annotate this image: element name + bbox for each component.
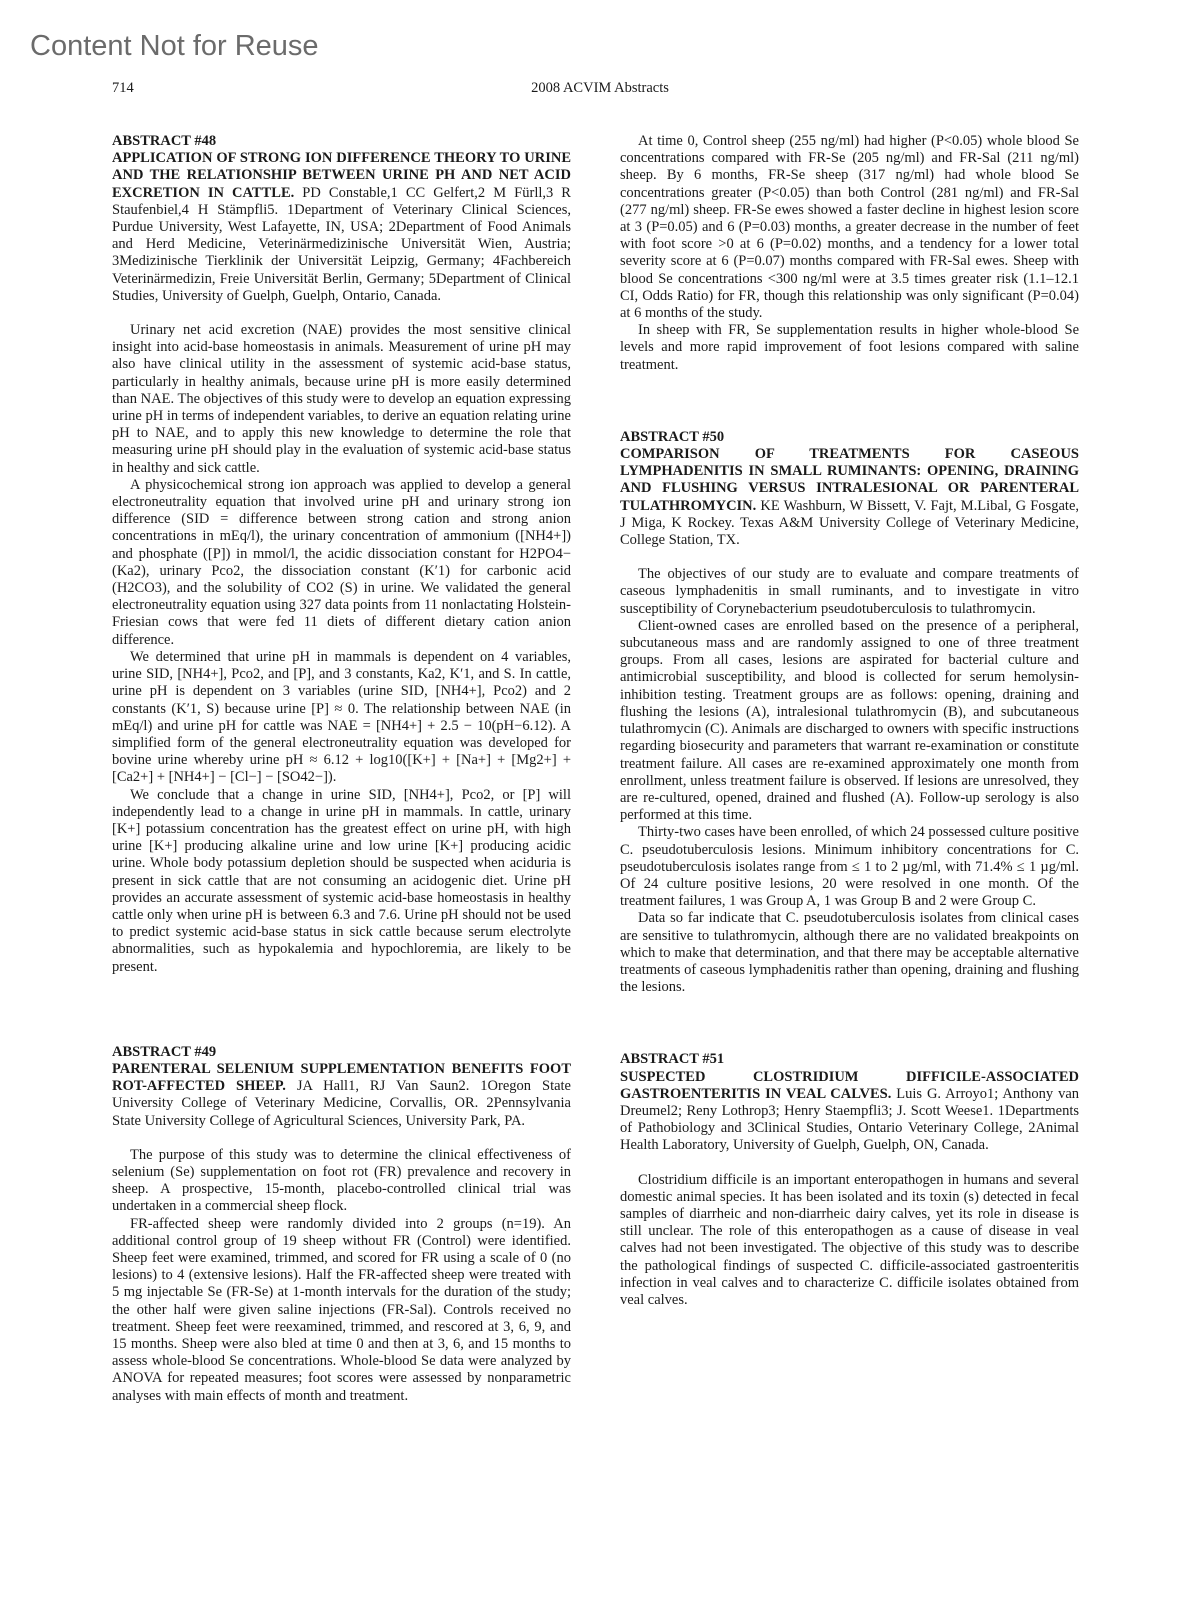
paragraph: FR-affected sheep were randomly divided into 2 groups (n=19). An additional control group of 19 sheep without FR (Control) were identified. Sheep feet were examined, trimmed, and scored for FR using a scale of 0 (no lesions) to 4 (extensive lesions). Half the FR-affected sheep were treated with 5 mg injectable Se (FR-Se) at 1-month intervals for the duration of the study; the other half were given saline injections (FR-Sal). Controls received no treatment. Sheep feet were reexamined, trimmed, and rescored at 3, 6, 9, and 15 months. Sheep were also bled at time 0 and then at 3, 6, and 15 months to assess whole-blood Se concentrations. Whole-blood Se data were analyzed by ANOVA for repeated measures; foot scores were assessed by nonparametric analyses with main effects of month and treatment. xyxy=(112,1215,571,1404)
paragraph: We determined that urine pH in mammals is dependent on 4 variables, urine SID, [NH4+], Pco2, and [P], and 3 constants, Ka2, K′1, and S. In cattle, urine pH is dependent on 3 variables (urine SID, [NH4+], Pco2) and 2 constants (K′1, S) because urine [P] ≈ 0. The relationship between NAE (in mEq/l) and urine pH for cattle was NAE = [NH4+] + 2.5 − 10(pH−6.12). A simplified form of the general electroneutrality equation was developed for bovine urine whereby urine pH ≈ 6.12 + log10([K+] + [Na+] + [Mg2+] + [Ca2+] + [NH4+] − [Cl−] − [SO42−]). xyxy=(112,648,571,786)
abstract-body xyxy=(112,1147,571,1405)
abstract-label: ABSTRACT #48 xyxy=(112,133,217,149)
abstract-label: ABSTRACT #50 xyxy=(620,428,725,445)
abstract-authors: PD Constable,1 CC Gelfert,2 M Fürll,3 R Staufenbiel,4 H Stämpfli5. 1Department of Veterinary Clinical Sciences, Purdue University, West Lafayette, IN, USA; 2Department of Food Animals and Herd Medicine, Veterinärmedizinische Universität Wien, Austria; 3Medizinische Tierklinik der Universität Leipzig, Germany; 4Fachbereich Veterinärmedizin, Freie Universität Berlin, Germany; 5Department of Clinical Studies, University of Guelph, Guelph, Ontario, Canada. xyxy=(112,184,571,304)
running-title: 2008 ACVIM Abstracts xyxy=(531,80,669,96)
paragraph: Clostridium difficile is an important enteropathogen in humans and several domestic animal species. It has been isolated and its toxin (s) detected in fecal samples of diarrheic and non-diarrheic dairy calves, yet its role in disease is still unclear. The role of this enteropathogen as a cause of disease in veal calves had not been investigated. The objective of this study was to describe the pathological findings of suspected C. difficile-associated gastroenteritis infection in veal calves and to characterize C. difficile isolates obtained from veal calves. xyxy=(620,1171,1079,1308)
left-column xyxy=(112,133,571,1405)
abstract-label: ABSTRACT #51 xyxy=(620,1051,725,1068)
paragraph: At time 0, Control sheep (255 ng/ml) had higher (P<0.05) whole blood Se concentrations compared with FR-Se (205 ng/ml) and FR-Sal (211 ng/ml) sheep. By 6 months, FR-Se sheep (317 ng/ml) had whole blood Se concentrations greater (P<0.05) than both Control (281 ng/ml) and FR-Sal (277 ng/ml) sheep. FR-Se ewes showed a faster decline in highest lesion score at 3 (P=0.05) and 6 (P=0.03) months, a greater decrease in the number of feet with foot score >0 at 6 (P=0.02) months, and a tendency for a lower total severity score at 6 (P=0.07) months compared with FR-Sal ewes. Sheep with blood Se concentrations <300 ng/ml were at 3.5 times greater risk (1.1–12.1 CI, Odds Ratio) for FR, though this relationship was only significant (P=0.04) at 6 months of the study. xyxy=(620,133,1079,322)
paragraph: Data so far indicate that C. pseudotuberculosis isolates from clinical cases are sensitive to tulathromycin, although there are no validated breakpoints on which to make that determination, and that there may be acceptable alternative treatments of caseous lymphadenitis rather than opening, draining and flushing the lesions. xyxy=(620,910,1079,996)
paragraph: Client-owned cases are enrolled based on the presence of a peripheral, subcutaneous mass and are randomly assigned to one of three treatment groups. From all cases, lesions are aspirated for bacterial culture and antimicrobial susceptibility, and blood is collected for serum hemolysin-inhibition testing. Treatment groups are as follows: opening, draining and flushing the lesions (A), intralesional tulathromycin (B), and subcutaneous tulathromycin (C). Animals are discharged to owners with specific instructions regarding biosecurity and parameters that warrant re-examination or constitute treatment failure. All cases are re-examined approximately one month from enrollment, unless treatment failure is observed. If lesions are unresolved, they are re-cultured, opened, drained and flushed (A). Follow-up serology is also performed at this time. xyxy=(620,617,1079,824)
paragraph: We conclude that a change in urine SID, [NH4+], Pco2, or [P] will independently lead to a change in urine pH in mammals. In cattle, urinary [K+] potassium concentration has the greatest effect on urine pH, with high urine [K+] producing alkaline urine and low urine [K+] producing acidic urine. Whole body potassium depletion should be suspected when aciduria is present in sick cattle that are not consuming an acidogenic diet. Urine pH provides an accurate assessment of systemic acid-base homeostasis in healthy cattle only when urine pH is between 6.3 and 7.6. Urine pH should not be used to predict systemic acid-base status in sick cattle because serum electrolyte abnormalities, such as hypokalemia and hypochloremia, are likely to be present. xyxy=(112,786,571,975)
abstract-49 xyxy=(112,1044,571,1405)
paragraph: The purpose of this study was to determine the clinical effectiveness of selenium (Se) supplementation on foot rot (FR) prevalence and recovery in sheep. A prospective, 15-month, placebo-controlled clinical trial was undertaken in a commercial sheep flock. xyxy=(112,1146,571,1215)
right-column xyxy=(620,133,1079,1309)
abstract-49-continued xyxy=(620,133,1079,374)
paragraph: Thirty-two cases have been enrolled, of which 24 possessed culture positive C. pseudotuberculosis lesions. Minimum inhibitory concentrations for C. pseudotuberculosis isolates range from ≤ 1 to 2 µg/ml, with 71.4% ≤ 1 µg/ml. Of 24 culture positive lesions, 20 were resolved in one month. Of the treatment failures, 1 was Group A, 1 was Group B and 2 were Group C. xyxy=(620,824,1079,910)
abstract-authors: Luis G. Arroyo1; Anthony van Dreumel2; Reny Lothrop3; Henry Staempfli3; J. Scott Weese1. 1Departments of Pathobiology and 3Clinical Studies, Ontario Veterinary College, 2Animal Health Laboratory, University of Guelph, Guelph, ON, Canada. xyxy=(620,1085,1080,1154)
abstract-title: COMPARISON OF TREATMENTS FOR CASEOUS LYMPHADENITIS IN SMALL RUMINANTS: OPENING, DRAINING AND FLUSHING VERSUS INTRALESIONAL OR PARENTERAL TULATHROMYCIN. xyxy=(620,446,1079,514)
paragraph: A physicochemical strong ion approach was applied to develop a general electroneutrality equation that involved urine pH and urinary strong ion difference (SID = difference between strong cation and strong anion concentrations in mEq/l), the urinary concentration of ammonium ([NH4+]) and phosphate ([P]) in mmol/l, the acidic dissociation constant for H2PO4− (Ka2), urinary Pco2, the dissociation constant (K′1) for carbonic acid (H2CO3), and the solubility of CO2 (S) in urine. We validated the general electroneutrality equation using 327 data points from 11 nonlactating Holstein-Friesian cows that were fed 11 diets of different dietary cation anion difference. xyxy=(112,476,571,648)
abstract-authors: JA Hall1, RJ Van Saun2. 1Oregon State University College of Veterinary Medicine, Corvallis, OR. 2Pennsylvania State University College of Agricultural Sciences, University Park, PA. xyxy=(112,1078,571,1129)
abstract-label: ABSTRACT #49 xyxy=(112,1043,217,1060)
abstract-authors: KE Washburn, W Bissett, V. Fajt, M.Libal, G Fosgate, J Miga, K Rockey. Texas A&M University College of Veterinary Medicine, College Station, TX. xyxy=(620,497,1080,549)
abstract-48 xyxy=(112,133,571,976)
paragraph: The objectives of our study are to evaluate and compare treatments of caseous lymphadenitis in small ruminants, and to investigate in vitro susceptibility of Corynebacterium pseudotuberculosis to tulathromycin. xyxy=(620,566,1079,617)
abstract-body xyxy=(620,566,1079,996)
abstract-body xyxy=(620,1172,1079,1310)
paragraph: Urinary net acid excretion (NAE) provides the most sensitive clinical insight into acid-base homeostasis in animals. Measurement of urine pH may also have clinical utility in the assessment of systemic acid-base status, particularly in healthy animals, because urine pH is more easily determined than NAE. The objectives of this study were to develop an equation expressing urine pH in terms of independent variables, to derive an equation relating urine pH to NAE, and to apply this new knowledge to determine the role that measuring urine pH should play in the evaluation of systemic acid-base status in healthy and sick cattle. xyxy=(112,322,571,476)
paragraph: In sheep with FR, Se supplementation results in higher whole-blood Se levels and more rapid improvement of foot lesions compared with saline treatment. xyxy=(620,322,1079,373)
abstract-title: APPLICATION OF STRONG ION DIFFERENCE THEORY TO URINE AND THE RELATIONSHIP BETWEEN URINE PH AND NET ACID EXCRETION IN CATTLE. xyxy=(112,150,571,201)
page-number: 714 xyxy=(112,80,134,96)
watermark: Content Not for Reuse xyxy=(30,30,319,62)
abstract-51 xyxy=(620,1051,1079,1309)
abstract-title: SUSPECTED CLOSTRIDIUM DIFFICILE-ASSOCIATED GASTROENTERITIS IN VEAL CALVES. xyxy=(620,1068,1079,1102)
abstract-title: PARENTERAL SELENIUM SUPPLEMENTATION BENEFITS FOOT ROT-AFFECTED SHEEP. xyxy=(112,1060,571,1095)
abstract-50 xyxy=(620,429,1079,997)
abstract-body xyxy=(112,322,571,976)
